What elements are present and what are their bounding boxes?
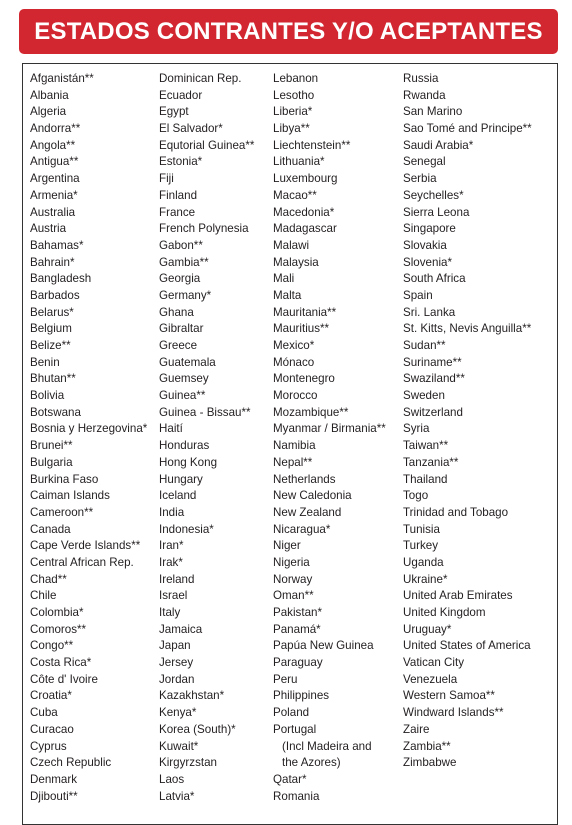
country-item: Rwanda xyxy=(403,88,446,102)
country-item: Belgium xyxy=(30,322,72,336)
country-item: Mozambique** xyxy=(273,405,349,419)
country-item: Suriname** xyxy=(403,355,462,369)
country-item: Mexico* xyxy=(273,339,315,352)
country-item: Colombia* xyxy=(30,606,84,619)
country-item: Papúa New Guinea xyxy=(273,639,374,653)
country-item: Lesotho xyxy=(273,88,315,102)
page-title: ESTADOS CONTRANTES Y/O ACEPTANTES xyxy=(34,17,543,45)
country-item: Zambia** xyxy=(403,739,451,753)
country-item: Spain xyxy=(403,288,433,302)
country-item: Philippines xyxy=(273,689,330,703)
country-item: Brunei** xyxy=(30,439,73,453)
country-item: Iceland xyxy=(159,489,197,503)
country-item: Nepal** xyxy=(273,455,313,469)
country-item: Romania xyxy=(273,789,320,803)
country-item: Congo** xyxy=(30,639,74,653)
country-item: Egypt xyxy=(159,105,189,119)
country-item: Bahrain* xyxy=(30,255,75,269)
country-item: Dominican Rep. xyxy=(159,72,242,85)
country-item: Sudan** xyxy=(403,339,446,352)
country-column-3 xyxy=(273,71,386,805)
country-item: Netherlands xyxy=(273,472,336,486)
country-item: Barbados xyxy=(30,288,80,302)
country-item: Japan xyxy=(159,639,191,653)
country-item: Antigua** xyxy=(30,155,79,169)
country-item: St. Kitts, Nevis Anguilla** xyxy=(403,322,532,336)
country-item: Honduras xyxy=(159,439,210,453)
country-item: Myanmar / Birmania** xyxy=(273,422,386,436)
country-item: Sao Tomé and Principe** xyxy=(403,122,532,136)
country-item: Cape Verde Islands** xyxy=(30,539,141,553)
country-item: San Marino xyxy=(403,105,463,119)
country-item: Guemsey xyxy=(159,372,209,386)
country-item: Laos xyxy=(159,772,185,786)
country-item: Gabon** xyxy=(159,238,203,252)
country-item: Nicaragua* xyxy=(273,522,331,536)
country-item: Greece xyxy=(159,339,198,352)
country-item: Oman** xyxy=(273,589,314,603)
country-item: French Polynesia xyxy=(159,222,249,236)
country-item: Lithuania* xyxy=(273,155,325,169)
country-item: Angola** xyxy=(30,138,76,152)
country-item: Fiji xyxy=(159,172,174,186)
country-item: Swaziland** xyxy=(403,372,465,386)
country-item: Tanzania** xyxy=(403,455,459,469)
country-item: Cuba xyxy=(30,706,58,720)
country-item: Tunisia xyxy=(403,522,440,536)
country-item: Estonia* xyxy=(159,155,203,169)
country-item: Trinidad and Tobago xyxy=(403,505,509,519)
country-item: Ireland xyxy=(159,572,195,586)
country-item: Malawi xyxy=(273,238,310,252)
country-item: Belarus* xyxy=(30,305,74,319)
country-item: India xyxy=(159,505,185,519)
country-item: Luxembourg xyxy=(273,172,338,186)
country-item: Malta xyxy=(273,288,302,302)
country-item: Kazakhstan* xyxy=(159,689,225,703)
country-item: Morocco xyxy=(273,389,318,403)
country-item: Togo xyxy=(403,489,429,503)
country-item: Portugal xyxy=(273,722,317,736)
country-item: Singapore xyxy=(403,222,456,236)
country-item: Finland xyxy=(159,188,198,202)
country-item: Bahamas* xyxy=(30,238,84,252)
country-item: New Caledonia xyxy=(273,489,352,503)
country-item: Windward Islands** xyxy=(403,706,504,720)
country-item: Nigeria xyxy=(273,555,310,569)
country-item: Ukraine* xyxy=(403,572,448,586)
country-item: the Azores) xyxy=(282,756,341,770)
country-item: Gibraltar xyxy=(159,322,204,336)
country-item: El Salvador* xyxy=(159,122,223,136)
country-column-1 xyxy=(30,71,147,805)
country-item: Mónaco xyxy=(273,355,315,369)
country-item: France xyxy=(159,205,196,219)
country-item: Haití xyxy=(159,422,183,436)
country-item: Qatar* xyxy=(273,772,307,786)
country-item: Slovakia xyxy=(403,238,447,252)
country-item: Czech Republic xyxy=(30,756,112,770)
country-item: Cameroon** xyxy=(30,505,94,519)
country-item: Irak* xyxy=(159,555,183,569)
country-item: Curacao xyxy=(30,722,74,736)
country-item: Hong Kong xyxy=(159,455,218,469)
country-item: Belize** xyxy=(30,339,71,352)
country-item: Botswana xyxy=(30,405,81,419)
country-item: Chile xyxy=(30,589,57,603)
country-item: Italy xyxy=(159,606,181,619)
country-item: Guatemala xyxy=(159,355,216,369)
country-item: Côte d' Ivoire xyxy=(30,672,98,686)
country-item: Libya** xyxy=(273,122,310,136)
country-item: Guinea** xyxy=(159,389,206,403)
country-item: Indonesia* xyxy=(159,522,214,536)
country-item: Israel xyxy=(159,589,188,603)
country-item: Sri. Lanka xyxy=(403,305,456,319)
country-item: New Zealand xyxy=(273,505,342,519)
country-item: Chad** xyxy=(30,572,67,586)
country-item: Jersey xyxy=(159,656,194,670)
country-item: Sweden xyxy=(403,389,445,403)
country-item: Ghana xyxy=(159,305,194,319)
country-item: Costa Rica* xyxy=(30,656,92,670)
country-item: Mauritius** xyxy=(273,322,330,336)
country-item: Denmark xyxy=(30,772,78,786)
country-item: Saudi Arabia* xyxy=(403,138,474,152)
country-item: Equtorial Guinea** xyxy=(159,138,255,152)
country-item: Kenya* xyxy=(159,706,197,720)
country-item: Montenegro xyxy=(273,372,335,386)
country-item: Slovenia* xyxy=(403,255,452,269)
country-column-4 xyxy=(403,71,532,772)
country-item: Western Samoa** xyxy=(403,689,495,703)
country-item: Senegal xyxy=(403,155,446,169)
country-item: Bulgaria xyxy=(30,455,73,469)
country-item: Korea (South)* xyxy=(159,722,236,736)
country-item: Syria xyxy=(403,422,430,436)
country-item: Algeria xyxy=(30,105,67,119)
country-item: Bosnia y Herzegovina* xyxy=(30,422,148,436)
country-item: Macedonia* xyxy=(273,205,335,219)
country-item: Cyprus xyxy=(30,739,67,753)
country-item: Namibia xyxy=(273,439,316,453)
country-item: Kuwait* xyxy=(159,739,199,753)
country-item: Uruguay* xyxy=(403,622,452,636)
country-item: Switzerland xyxy=(403,405,463,419)
country-item: Seychelles* xyxy=(403,188,464,202)
country-item: United States of America xyxy=(403,639,531,653)
country-item: Sierra Leona xyxy=(403,205,470,219)
country-item: Liberia* xyxy=(273,105,313,119)
country-item: Croatia* xyxy=(30,689,72,703)
country-item: Taiwan** xyxy=(403,439,449,453)
country-item: Jordan xyxy=(159,672,195,686)
country-item: Bolivia xyxy=(30,389,65,403)
country-item: Liechtenstein** xyxy=(273,138,351,152)
country-item: Ecuador xyxy=(159,88,203,102)
country-item: Afganistán** xyxy=(30,72,94,85)
country-item: Kirgyrzstan xyxy=(159,756,217,770)
country-item: Zimbabwe xyxy=(403,756,457,770)
country-item: Austria xyxy=(30,222,67,236)
country-item: Australia xyxy=(30,205,76,219)
country-item: Argentina xyxy=(30,172,80,186)
country-item: Bhutan** xyxy=(30,372,76,386)
country-item: United Arab Emirates xyxy=(403,589,513,603)
country-item: Macao** xyxy=(273,188,317,202)
country-item: Peru xyxy=(273,672,298,686)
country-item: Central African Rep. xyxy=(30,555,134,569)
country-item: Bangladesh xyxy=(30,272,92,286)
country-item: Armenia* xyxy=(30,188,78,202)
country-item: (Incl Madeira and xyxy=(282,739,372,753)
country-item: Canada xyxy=(30,522,71,536)
country-item: Mauritania** xyxy=(273,305,337,319)
country-item: Guinea - Bissau** xyxy=(159,405,251,419)
country-item: Panamá* xyxy=(273,622,321,636)
country-item: Hungary xyxy=(159,472,203,486)
country-item: Burkina Faso xyxy=(30,472,99,486)
country-item: Comoros** xyxy=(30,622,87,636)
country-item: Pakistan* xyxy=(273,606,322,619)
country-item: Caiman Islands xyxy=(30,489,110,503)
country-item: Serbia xyxy=(403,172,437,186)
country-item: Iran* xyxy=(159,539,184,553)
country-item: Russia xyxy=(403,72,439,85)
country-item: Uganda xyxy=(403,555,444,569)
country-item: Gambia** xyxy=(159,255,209,269)
country-item: Malaysia xyxy=(273,255,319,269)
country-item: Paraguay xyxy=(273,656,323,670)
country-item: Georgia xyxy=(159,272,201,286)
country-column-2 xyxy=(159,71,254,805)
country-item: Germany* xyxy=(159,288,212,302)
country-item: United Kingdom xyxy=(403,606,486,619)
country-item: Albania xyxy=(30,88,69,102)
country-item: Zaire xyxy=(403,722,430,736)
country-item: Norway xyxy=(273,572,313,586)
country-item: Mali xyxy=(273,272,295,286)
country-item: Andorra** xyxy=(30,122,81,136)
country-item: Latvia* xyxy=(159,789,195,803)
country-item: Niger xyxy=(273,539,301,553)
country-item: Jamaica xyxy=(159,622,203,636)
country-item: Lebanon xyxy=(273,72,319,85)
country-item: Thailand xyxy=(403,472,448,486)
country-item: Djibouti** xyxy=(30,789,78,803)
country-item: South Africa xyxy=(403,272,466,286)
country-item: Poland xyxy=(273,706,310,720)
country-item: Madagascar xyxy=(273,222,337,236)
country-item: Venezuela xyxy=(403,672,458,686)
title-banner xyxy=(19,9,558,54)
country-item: Turkey xyxy=(403,539,439,553)
country-item: Vatican City xyxy=(403,656,464,670)
country-item: Benin xyxy=(30,355,60,369)
